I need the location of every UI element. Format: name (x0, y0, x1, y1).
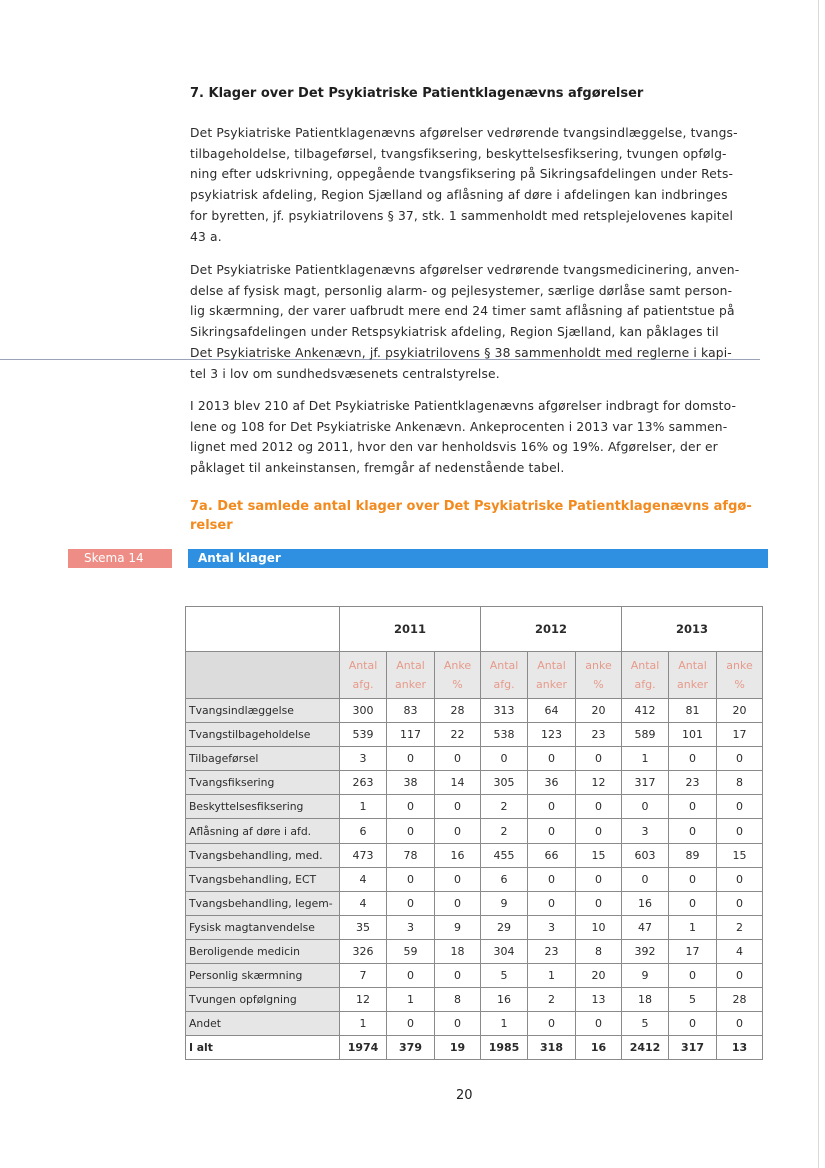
year-header: 2013 (622, 607, 763, 652)
table-cell: 20 (576, 699, 622, 723)
table-cell: 326 (340, 939, 387, 963)
table-row (186, 1012, 763, 1036)
table-cell: 117 (387, 723, 435, 747)
table-cell: 1 (340, 795, 387, 819)
year-header-row (186, 607, 763, 652)
table-cell: 20 (576, 964, 622, 988)
row-label: Tvangsbehandling, ECT (186, 867, 340, 891)
table-title-bar: Antal klager (188, 549, 768, 568)
table-cell: 3 (340, 747, 387, 771)
row-label: Beroligende medicin (186, 939, 340, 963)
table-cell: 0 (576, 795, 622, 819)
paragraph-line: psykiatrisk afdeling, Region Sjælland og aflåsning af døre i afdelingen kan indbringes (190, 188, 728, 203)
column-subheader (481, 652, 528, 699)
table-cell: 263 (340, 771, 387, 795)
column-subheader-line: anke (726, 659, 753, 672)
row-label: Tvangsbehandling, med. (186, 843, 340, 867)
page-number: 20 (456, 1088, 473, 1103)
table-cell: 0 (528, 747, 576, 771)
paragraph-3 (190, 396, 750, 479)
table-row (186, 843, 763, 867)
table-cell: 4 (340, 891, 387, 915)
table-cell: 0 (387, 747, 435, 771)
table-cell: 0 (669, 964, 717, 988)
paragraph-line: delse af fysisk magt, personlig alarm- og pejlesystemer, særlige dørlåse samt person- (190, 283, 733, 298)
table-cell: 38 (387, 771, 435, 795)
year-header: 2012 (481, 607, 622, 652)
page-edge-rule (818, 0, 819, 1168)
total-row (186, 1036, 763, 1060)
table-cell: 18 (435, 939, 481, 963)
table-cell: 36 (528, 771, 576, 795)
table-cell: 0 (528, 891, 576, 915)
table-cell: 0 (387, 867, 435, 891)
table-cell: 10 (576, 915, 622, 939)
table-row (186, 819, 763, 843)
table-cell: 23 (528, 939, 576, 963)
table-row (186, 699, 763, 723)
paragraph-line: påklaget til ankeinstansen, fremgår af nedenstående tabel. (190, 461, 565, 476)
table-cell: 15 (717, 843, 763, 867)
table-cell: 64 (528, 699, 576, 723)
table-row (186, 891, 763, 915)
paragraph-line: Det Psykiatriske Ankenævn, jf. psykiatrilovens § 38 sammenholdt med reglerne i kapi- (190, 345, 732, 360)
paragraph-1 (190, 123, 750, 247)
table-cell: 12 (340, 988, 387, 1012)
table-cell: 305 (481, 771, 528, 795)
table-cell: 317 (622, 771, 669, 795)
row-label: Andet (186, 1012, 340, 1036)
table-cell: 0 (717, 747, 763, 771)
table-row (186, 988, 763, 1012)
table-cell: 0 (387, 795, 435, 819)
total-label: I alt (186, 1036, 340, 1060)
table-cell: 78 (387, 843, 435, 867)
table-cell: 16 (435, 843, 481, 867)
table-cell: 4 (340, 867, 387, 891)
table-cell: 0 (481, 747, 528, 771)
table-cell: 9 (435, 915, 481, 939)
table-cell: 23 (576, 723, 622, 747)
column-subheader-line: anker (536, 678, 567, 691)
table-cell: 0 (435, 819, 481, 843)
paragraph-line: lig skærmning, der varer uafbrudt mere end 24 timer samt aflåsning af patientstue på (190, 304, 735, 319)
table-cell: 22 (435, 723, 481, 747)
table-cell: 9 (622, 964, 669, 988)
column-subheader-row (186, 652, 763, 699)
column-subheader-line: Antal (678, 659, 707, 672)
row-label: Fysisk magtanvendelse (186, 915, 340, 939)
table-cell: 455 (481, 843, 528, 867)
table-cell: 123 (528, 723, 576, 747)
table-cell: 0 (528, 819, 576, 843)
table-cell: 81 (669, 699, 717, 723)
table-cell: 300 (340, 699, 387, 723)
table-cell: 0 (576, 1012, 622, 1036)
table-cell: 1 (387, 988, 435, 1012)
table-cell: 0 (669, 819, 717, 843)
total-cell: 16 (576, 1036, 622, 1060)
column-subheader (622, 652, 669, 699)
total-cell: 1974 (340, 1036, 387, 1060)
total-cell: 2412 (622, 1036, 669, 1060)
table-cell: 2 (481, 795, 528, 819)
paragraph-line: I 2013 blev 210 af Det Psykiatriske Patientklagenævns afgørelser indbragt for domsto- (190, 399, 737, 413)
table-cell: 0 (717, 867, 763, 891)
total-cell: 13 (717, 1036, 763, 1060)
paragraph-2 (190, 260, 750, 384)
table-cell: 5 (622, 1012, 669, 1036)
table-cell: 0 (387, 964, 435, 988)
table-cell: 0 (622, 795, 669, 819)
table-cell: 0 (387, 1012, 435, 1036)
table-cell: 0 (669, 795, 717, 819)
column-subheader (528, 652, 576, 699)
row-label: Beskyttelsesfiksering (186, 795, 340, 819)
section-heading: 7. Klager over Det Psykiatriske Patientklagenævns afgørelser (190, 86, 644, 101)
table-cell: 0 (435, 795, 481, 819)
paragraph-line: 43 a. (190, 229, 222, 244)
row-label: Personlig skærmning (186, 964, 340, 988)
table-cell: 0 (576, 891, 622, 915)
column-subheader (340, 652, 387, 699)
table-cell: 0 (717, 795, 763, 819)
row-label: Tvangsfiksering (186, 771, 340, 795)
table-row (186, 723, 763, 747)
table-cell: 28 (435, 699, 481, 723)
total-cell: 317 (669, 1036, 717, 1060)
table-cell: 603 (622, 843, 669, 867)
paragraph-line: tilbageholdelse, tilbageførsel, tvangsfiksering, beskyttelsesfiksering, tvungen opfølg- (190, 146, 727, 161)
column-subheader-line: Antal (537, 659, 566, 672)
paragraph-line: for byretten, jf. psykiatrilovens § 37, stk. 1 sammenholdt med retsplejelovenes kapitel (190, 208, 734, 223)
column-subheader-line: afg. (352, 678, 374, 691)
table-cell: 0 (387, 891, 435, 915)
table-cell: 9 (481, 891, 528, 915)
row-label: Aflåsning af døre i afd. (186, 819, 340, 843)
table-cell: 29 (481, 915, 528, 939)
table-cell: 0 (528, 1012, 576, 1036)
subheading-line: 7a. Det samlede antal klager over Det Psykiatriske Patientklagenævns afgø- (190, 499, 752, 514)
table-cell: 47 (622, 915, 669, 939)
column-subheader-line: Antal (630, 659, 660, 672)
table-cell: 23 (669, 771, 717, 795)
table-cell: 8 (435, 988, 481, 1012)
total-cell: 19 (435, 1036, 481, 1060)
table-cell: 17 (669, 939, 717, 963)
table-cell: 18 (622, 988, 669, 1012)
table-row (186, 771, 763, 795)
table-cell: 0 (435, 747, 481, 771)
table-cell: 12 (576, 771, 622, 795)
table-cell: 0 (669, 891, 717, 915)
subsection-heading (190, 497, 750, 535)
table-cell: 0 (528, 795, 576, 819)
table-cell: 2 (481, 819, 528, 843)
column-subheader-line: % (452, 678, 463, 691)
table-cell: 15 (576, 843, 622, 867)
paragraph-line: lene og 108 for Det Psykiatriske Ankenævn. Ankeprocenten i 2013 var 13% sammen- (190, 419, 728, 434)
table-cell: 0 (435, 964, 481, 988)
table-cell: 1 (669, 915, 717, 939)
table-cell: 0 (435, 1012, 481, 1036)
table-cell: 313 (481, 699, 528, 723)
table-cell: 0 (622, 867, 669, 891)
table-cell: 539 (340, 723, 387, 747)
table-cell: 13 (576, 988, 622, 1012)
table-cell: 412 (622, 699, 669, 723)
subheader-blank-cell (186, 652, 340, 699)
skema-label: Skema 14 (68, 549, 172, 568)
column-subheader-line: % (734, 678, 745, 691)
complaints-table-wrapper (185, 606, 762, 1068)
table-cell: 3 (528, 915, 576, 939)
table-cell: 1 (528, 964, 576, 988)
table-cell: 6 (340, 819, 387, 843)
year-header: 2011 (340, 607, 481, 652)
table-row (186, 964, 763, 988)
column-subheader-line: % (593, 678, 604, 691)
table-cell: 89 (669, 843, 717, 867)
table-row (186, 795, 763, 819)
table-cell: 1 (622, 747, 669, 771)
table-cell: 0 (387, 819, 435, 843)
table-cell: 0 (528, 867, 576, 891)
table-cell: 1 (340, 1012, 387, 1036)
table-cell: 538 (481, 723, 528, 747)
table-cell: 0 (717, 1012, 763, 1036)
table-cell: 1 (481, 1012, 528, 1036)
table-cell: 3 (622, 819, 669, 843)
header-blank-cell (186, 607, 340, 652)
table-cell: 6 (481, 867, 528, 891)
table-cell: 2 (717, 915, 763, 939)
table-cell: 66 (528, 843, 576, 867)
column-subheader-line: Anke (443, 659, 472, 672)
table-cell: 3 (387, 915, 435, 939)
table-cell: 17 (717, 723, 763, 747)
row-label: Tvangsbehandling, legem- (186, 891, 340, 915)
table-cell: 8 (717, 771, 763, 795)
table-cell: 59 (387, 939, 435, 963)
table-cell: 0 (717, 891, 763, 915)
subheading-line: relser (190, 518, 233, 533)
column-subheader-line: afg. (493, 678, 515, 691)
table-cell: 16 (481, 988, 528, 1012)
paragraph-line: Det Psykiatriske Patientklagenævns afgørelser vedrørende tvangsindlæggelse, tvangs- (190, 126, 738, 140)
paragraph-line: Sikringsafdelingen under Retspsykiatrisk afdeling, Region Sjælland, kan påklages til (190, 325, 719, 340)
table-cell: 20 (717, 699, 763, 723)
table-cell: 0 (669, 747, 717, 771)
table-cell: 5 (481, 964, 528, 988)
table-cell: 0 (576, 819, 622, 843)
table-cell: 0 (717, 964, 763, 988)
table-cell: 7 (340, 964, 387, 988)
complaints-table (185, 606, 763, 1060)
table-cell: 0 (669, 867, 717, 891)
table-row (186, 747, 763, 771)
table-cell: 0 (576, 747, 622, 771)
column-subheader (387, 652, 435, 699)
column-subheader (669, 652, 717, 699)
table-cell: 0 (576, 867, 622, 891)
table-row (186, 867, 763, 891)
table-cell: 14 (435, 771, 481, 795)
table-cell: 101 (669, 723, 717, 747)
table-cell: 5 (669, 988, 717, 1012)
row-label: Tvangstilbageholdelse (186, 723, 340, 747)
table-cell: 28 (717, 988, 763, 1012)
table-cell: 16 (622, 891, 669, 915)
row-label: Tvungen opfølgning (186, 988, 340, 1012)
table-cell: 83 (387, 699, 435, 723)
table-cell: 4 (717, 939, 763, 963)
column-subheader-line: afg. (634, 678, 656, 691)
total-cell: 1985 (481, 1036, 528, 1060)
paragraph-line: Det Psykiatriske Patientklagenævns afgørelser vedrørende tvangsmedicinering, anven- (190, 263, 740, 277)
table-cell: 0 (435, 867, 481, 891)
paragraph-line: tel 3 i lov om sundhedsvæsenets centralstyrelse. (190, 366, 500, 381)
table-cell: 0 (669, 1012, 717, 1036)
column-subheader (576, 652, 622, 699)
column-subheader-line: Antal (489, 659, 519, 672)
table-body (186, 607, 763, 1060)
table-cell: 392 (622, 939, 669, 963)
column-subheader-line: anker (677, 678, 709, 691)
table-cell: 2 (528, 988, 576, 1012)
total-cell: 379 (387, 1036, 435, 1060)
table-cell: 589 (622, 723, 669, 747)
table-cell: 8 (576, 939, 622, 963)
column-subheader-line: anker (395, 678, 426, 691)
column-subheader (435, 652, 481, 699)
table-row (186, 939, 763, 963)
column-subheader-line: Antal (348, 659, 378, 672)
row-label: Tvangsindlæggelse (186, 699, 340, 723)
table-cell: 304 (481, 939, 528, 963)
paragraph-line: ning efter udskrivning, oppegående tvangsfiksering på Sikringsafdelingen under Rets- (190, 167, 734, 182)
table-cell: 0 (717, 819, 763, 843)
table-cell: 473 (340, 843, 387, 867)
row-label: Tilbageførsel (186, 747, 340, 771)
column-subheader-line: anke (585, 659, 612, 672)
total-cell: 318 (528, 1036, 576, 1060)
table-cell: 0 (435, 891, 481, 915)
column-subheader (717, 652, 763, 699)
table-row (186, 915, 763, 939)
column-subheader-line: Antal (396, 659, 425, 672)
paragraph-line: lignet med 2012 og 2011, hvor den var henholdsvis 16% og 19%. Afgørelser, der er (190, 440, 718, 455)
table-cell: 35 (340, 915, 387, 939)
